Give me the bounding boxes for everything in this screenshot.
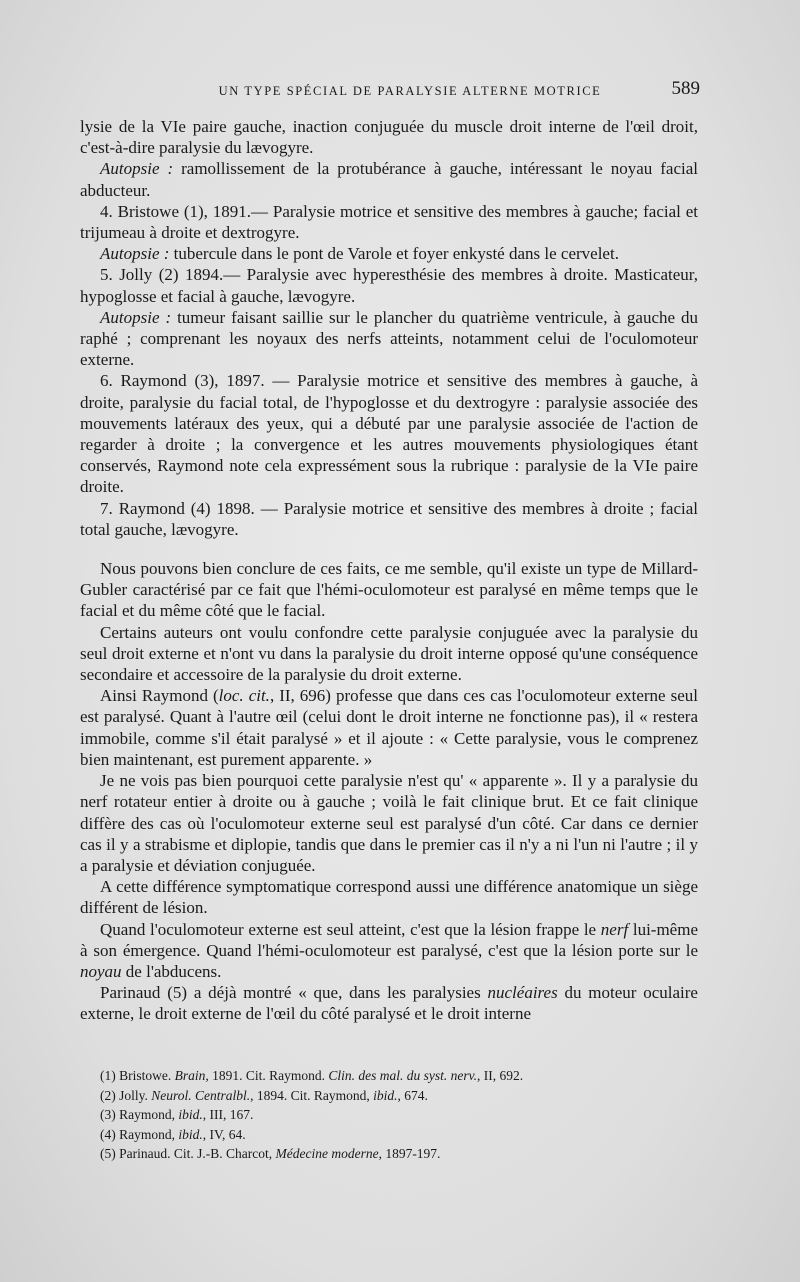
- text-run: Ainsi Raymond (: [100, 686, 219, 706]
- case-entry: 7. Raymond (4) 1898. — Paralysie motrice et sensitive des membres à droite ; facial total gauche, lævogyre.: [80, 498, 698, 539]
- footnotes: [100, 1066, 700, 1164]
- autopsy-text: ramollissement de la protubérance à gauche, intéressant le noyau facial abducteur.: [80, 159, 699, 200]
- emphasis: nerf: [600, 919, 629, 939]
- text-run: (5) Parinaud. Cit. J.-B. Charcot,: [100, 1146, 276, 1161]
- paragraph: Certains auteurs ont voulu confondre cette paralysie conjuguée avec la paralysie du seul droit externe et n'ont vu dans la paralysie du droit interne opposé qu'une conséquence secondaire et accessoire de la paralysie du droit externe.: [80, 622, 698, 685]
- title-italic: ibid.: [178, 1107, 203, 1122]
- text-run: (2) Jolly.: [100, 1087, 152, 1103]
- paragraph: [80, 982, 698, 1024]
- main-text: [80, 116, 698, 1025]
- autopsy-text: tubercule dans le pont de Varole et foyer enkysté dans le cervelet.: [173, 244, 619, 264]
- title-italic: ibid.: [373, 1087, 398, 1103]
- title-italic: Brain: [174, 1068, 206, 1083]
- text-run: (1) Bristowe.: [100, 1068, 175, 1083]
- text-run: , 674.: [397, 1087, 428, 1103]
- running-title: UN TYPE SPÉCIAL DE PARALYSIE ALTERNE MOTRICE: [218, 84, 602, 98]
- autopsy-note: [80, 158, 698, 200]
- footnote: [100, 1144, 700, 1164]
- case-entry: 4. Bristowe (1), 1891.— Paralysie motrice et sensitive des membres à gauche; facial et trijumeau à droite et dextrogyre.: [80, 201, 698, 243]
- text-run: , 1891. Cit. Raymond.: [205, 1068, 329, 1083]
- footnote: [100, 1086, 700, 1106]
- autopsy-label: Autopsie :: [100, 159, 174, 179]
- autopsy-note: [80, 243, 698, 264]
- text-run: , IV, 64.: [202, 1126, 246, 1142]
- case-entry: 6. Raymond (3), 1897. — Paralysie motrice et sensitive des membres à gauche, à droite, paralysie du facial total, de l'hypoglosse et du dextrogyre : paralysie associée des mouvements latéraux des yeux, qui a débuté par une paralysie associée de l'action de regarder à droite ; la convergence et les autres mouvements physiologiques étant conservés, Raymond note cela expressément sous la rubrique : paralysie de la VIe paire droite.: [80, 371, 698, 497]
- text-run: , II, 692.: [477, 1068, 524, 1083]
- text-run: Quand l'oculomoteur externe est seul atteint, c'est que la lésion frappe le: [100, 919, 601, 939]
- footnote: [100, 1125, 700, 1145]
- paragraph: lysie de la VIe paire gauche, inaction conjuguée du muscle droit interne de l'œil droit, c'est-à-dire paralysie du lævogyre.: [80, 117, 698, 158]
- running-header: [80, 78, 700, 100]
- paragraph: [80, 685, 698, 770]
- autopsy-label: Autopsie :: [100, 244, 170, 264]
- paragraph: A cette différence symptomatique correspond aussi une différence anatomique un siège différent de lésion.: [80, 877, 698, 918]
- footnote: [100, 1105, 700, 1125]
- paragraph: Je ne vois pas bien pourquoi cette paralysie n'est qu' « apparente ». Il y a paralysie du nerf rotateur entier à droite ou à gauche ; voilà le fait clinique brut. Et ce fait clinique diffère des cas où l'oculomoteur externe seul est paralysé d'un côté. Car dans ce dernier cas il y a strabisme et diplopie, tandis que dans le premier cas il n'y a ni l'un ni l'autre ; il y a paralysie et déviation conjuguée.: [80, 771, 698, 875]
- text-run: (4) Raymond,: [100, 1126, 179, 1142]
- text-run: , III, 167.: [202, 1107, 254, 1122]
- text-run: (3) Raymond,: [100, 1107, 179, 1122]
- title-italic: Clin. des mal. du syst. nerv.: [328, 1068, 478, 1083]
- title-italic: Médecine moderne: [275, 1146, 379, 1161]
- emphasis: noyau: [80, 961, 122, 981]
- text-run: , 1894. Cit. Raymond,: [250, 1087, 374, 1103]
- autopsy-text: tumeur faisant saillie sur le plancher du quatrième ventricule, à gauche du raphé ; comprenant les noyaux des nerfs atteints, notamment celui de l'oculomoteur externe.: [80, 307, 699, 370]
- paragraph: Nous pouvons bien conclure de ces faits, ce me semble, qu'il existe un type de Millard-Gubler caractérisé par ce fait que l'hémi-oculomoteur est paralysé en même temps que le facial et du même côté que le facial.: [80, 559, 698, 621]
- text-run: , 1897-197.: [378, 1146, 441, 1161]
- case-entry: 5. Jolly (2) 1894.— Paralysie avec hyperesthésie des membres à droite. Masticateur, hypoglosse et facial à gauche, lævogyre.: [80, 265, 698, 306]
- title-italic: Neurol. Centralbl.: [151, 1087, 251, 1103]
- citation-italic: loc. cit.: [218, 686, 270, 706]
- text-run: , II, 696) professe que dans ces cas l'oculomoteur externe seul est paralysé. Quant à l'autre œil (celui dont le droit interne ne fonctionne pas), il « restera immobile, comme s'il était paralysé » et il ajoute : « Cette paralysie, vous le comprenez bien maintenant, est purement apparente. »: [80, 686, 698, 769]
- text-run: de l'abducens.: [121, 961, 222, 981]
- footnote: [100, 1066, 700, 1086]
- autopsy-label: Autopsie :: [100, 307, 172, 327]
- page-number: 589: [671, 78, 700, 99]
- paragraph: [80, 919, 698, 983]
- emphasis: nucléaires: [487, 983, 558, 1003]
- text-run: lui-même à son émergence. Quand l'hémi-oculomoteur est paralysé, c'est que la lésion porte sur le: [80, 919, 698, 960]
- autopsy-note: [80, 307, 698, 371]
- text-run: du moteur oculaire externe, le droit externe de l'œil du côté paralysé et le droit interne: [80, 983, 698, 1024]
- title-italic: ibid.: [178, 1126, 203, 1142]
- text-run: Parinaud (5) a déjà montré « que, dans les paralysies: [100, 983, 488, 1003]
